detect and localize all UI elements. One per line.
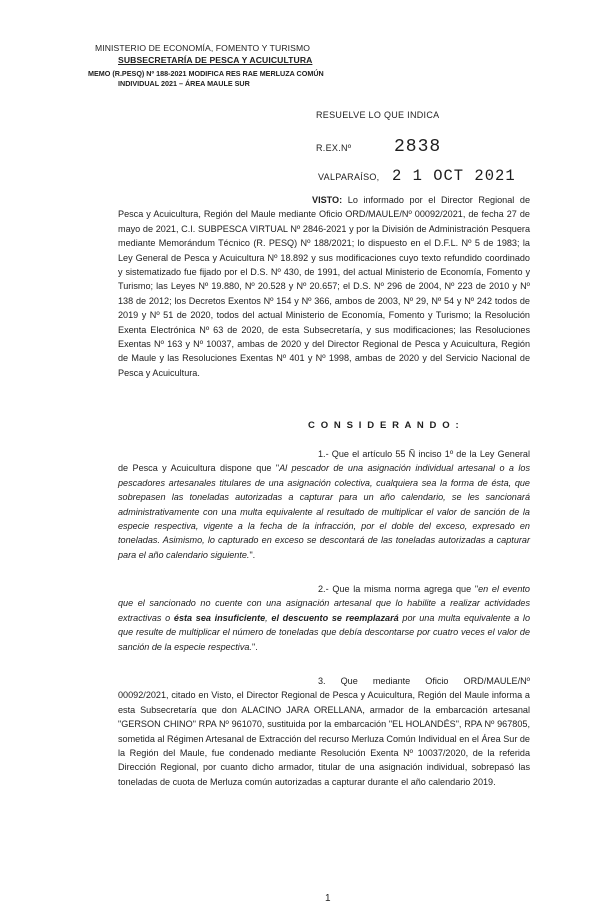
considerando-paragraph-1 bbox=[118, 447, 530, 562]
considerando-paragraph-3: 3. Que mediante Oficio ORD/MAULE/Nº 00092/2021, citado en Visto, el Director Regional de Pesca y Acuicultura, Región del Maule informa a esta Subsecretaría que don ALACINO JARA ORELLANA, armador de la embarcación artesanal "GERSON CHINO" RPA Nº 961070, sustituida por la embarcación "EL HOLANDÉS", RPA Nº 967805, sometida al Régimen Artesanal de Extracción del recurso Merluza Común Individual en el Área Sur de la Región del Maule, fue condenado mediante Resolución Exenta Nº 10037/2020, de la referida Dirección Regional, por cuanto dicho armador, titular de una asignación individual, sobrepasó las toneladas de cuota de Merluza común autorizadas a capturar durante el año calendario 2019. bbox=[118, 676, 530, 787]
visto-label: VISTO: bbox=[312, 195, 343, 205]
p1-quote: Al pescador de una asignación individual artesanal o a los pescadores artesanales titulares de una asignación colectiva, cualquiera sea la forma de ésta, que sobrepasen las toneladas autorizadas a capturar para un año calendario, se les sancionará administrativamente con una multa equivalente al resultado de multiplicar el valor de sanción de la especie respectiva, vigente a la fecha de la infracción, por el doble del exceso, expresado en toneladas. Asimismo, lo capturado en exceso se descontará de las toneladas autorizadas a capturar para el año calendario siguiente. bbox=[118, 463, 530, 560]
p1-intro: 1.- Que el artículo 55 Ñ inciso 1º de la Ley General de Pesca y Acuicultura dispone que " bbox=[118, 449, 530, 474]
visto-text: Lo informado por el Director Regional de Pesca y Acuicultura, Región del Maule mediante Oficio ORD/MAULE/Nº 00092/2021, de fecha 27 de mayo de 2021, C.I. SUBPESCA VIRTUAL Nº 2846-2021 y por la División de Administración Pesquera mediante Memorándum Técnico (R. PESQ) Nº 188/2021; lo dispuesto en el D.F.L. Nº 5 de 1983; la Ley General de Pesca y Acuicultura Nº 18.892 y sus modificaciones cuyo texto refundido coordinado y sistematizado fue fijado por el D.S. Nº 430, de 1991, del actual Ministerio de Economía, Fomento y Turismo; las Leyes Nº 19.880, Nº 20.528 y Nº 20.657; el D.S. Nº 296 de 2004, Nº 223 de 2010 y Nº 138 de 2012; los Decretos Exentos Nº 154 y Nº 366, ambos de 2003, Nº 29, Nº 54 y Nº 242 todos de 2019 y Nº 51 de 2020, todos del actual Ministerio de Economía, Fomento y Turismo; la Resolución Exenta Electrónica Nº 63 de 2020, de esta Subsecretaría, y sus modificaciones; las Resoluciones Exentas Nº 163 y Nº 10037, ambas de 2020 y del Director Regional de Pesca y Acuicultura, Región de Maule y las Resoluciones Exentas Nº 401 y Nº 1998, ambas de 2020 y del Servicio Nacional de Pesca y Acuicultura. bbox=[118, 195, 530, 378]
page-number: 1 bbox=[325, 893, 331, 904]
subsecretaria-name: SUBSECRETARÍA DE PESCA Y ACUICULTURA bbox=[118, 55, 313, 65]
p2-intro: 2.- Que la misma norma agrega que " bbox=[318, 584, 479, 594]
resolution-date: 2 1 OCT 2021 bbox=[392, 167, 516, 185]
p2-quote-b: por una multa equivalente a lo que resulte de multiplicar el número de toneladas que debía descontarse por cuatro veces el valor de sanción de la especie respectiva. bbox=[118, 612, 530, 652]
p2-bold-b: el descuento se reemplazará bbox=[271, 612, 399, 623]
p2-quote-a: en el evento que el sancionado no cuente con una asignación artesanal que lo habilite a realizar actividades extractivas o bbox=[118, 584, 530, 623]
place-label: VALPARAÍSO, bbox=[318, 172, 380, 182]
p2-mid: , bbox=[265, 612, 272, 623]
rex-label: R.EX.Nº bbox=[316, 143, 352, 153]
p2-bold-a: ésta sea insuficiente bbox=[173, 612, 266, 623]
visto-paragraph bbox=[118, 193, 530, 380]
p1-end: ". bbox=[249, 549, 256, 560]
memo-line-2: INDIVIDUAL 2021 – ÁREA MAULE SUR bbox=[118, 79, 250, 88]
considerando-heading: C O N S I D E R A N D O : bbox=[308, 420, 461, 431]
ministry-name: MINISTERIO DE ECONOMÍA, FOMENTO Y TURISMO bbox=[95, 43, 310, 53]
memo-line-1: MEMO (R.PESQ) Nº 188-2021 MODIFICA RES RAE MERLUZA COMÚN bbox=[88, 69, 324, 78]
considerando-paragraph-2 bbox=[118, 582, 530, 654]
rex-number: 2838 bbox=[394, 137, 442, 157]
resuelve-label: RESUELVE LO QUE INDICA bbox=[316, 110, 440, 120]
p2-end: ". bbox=[251, 641, 258, 652]
